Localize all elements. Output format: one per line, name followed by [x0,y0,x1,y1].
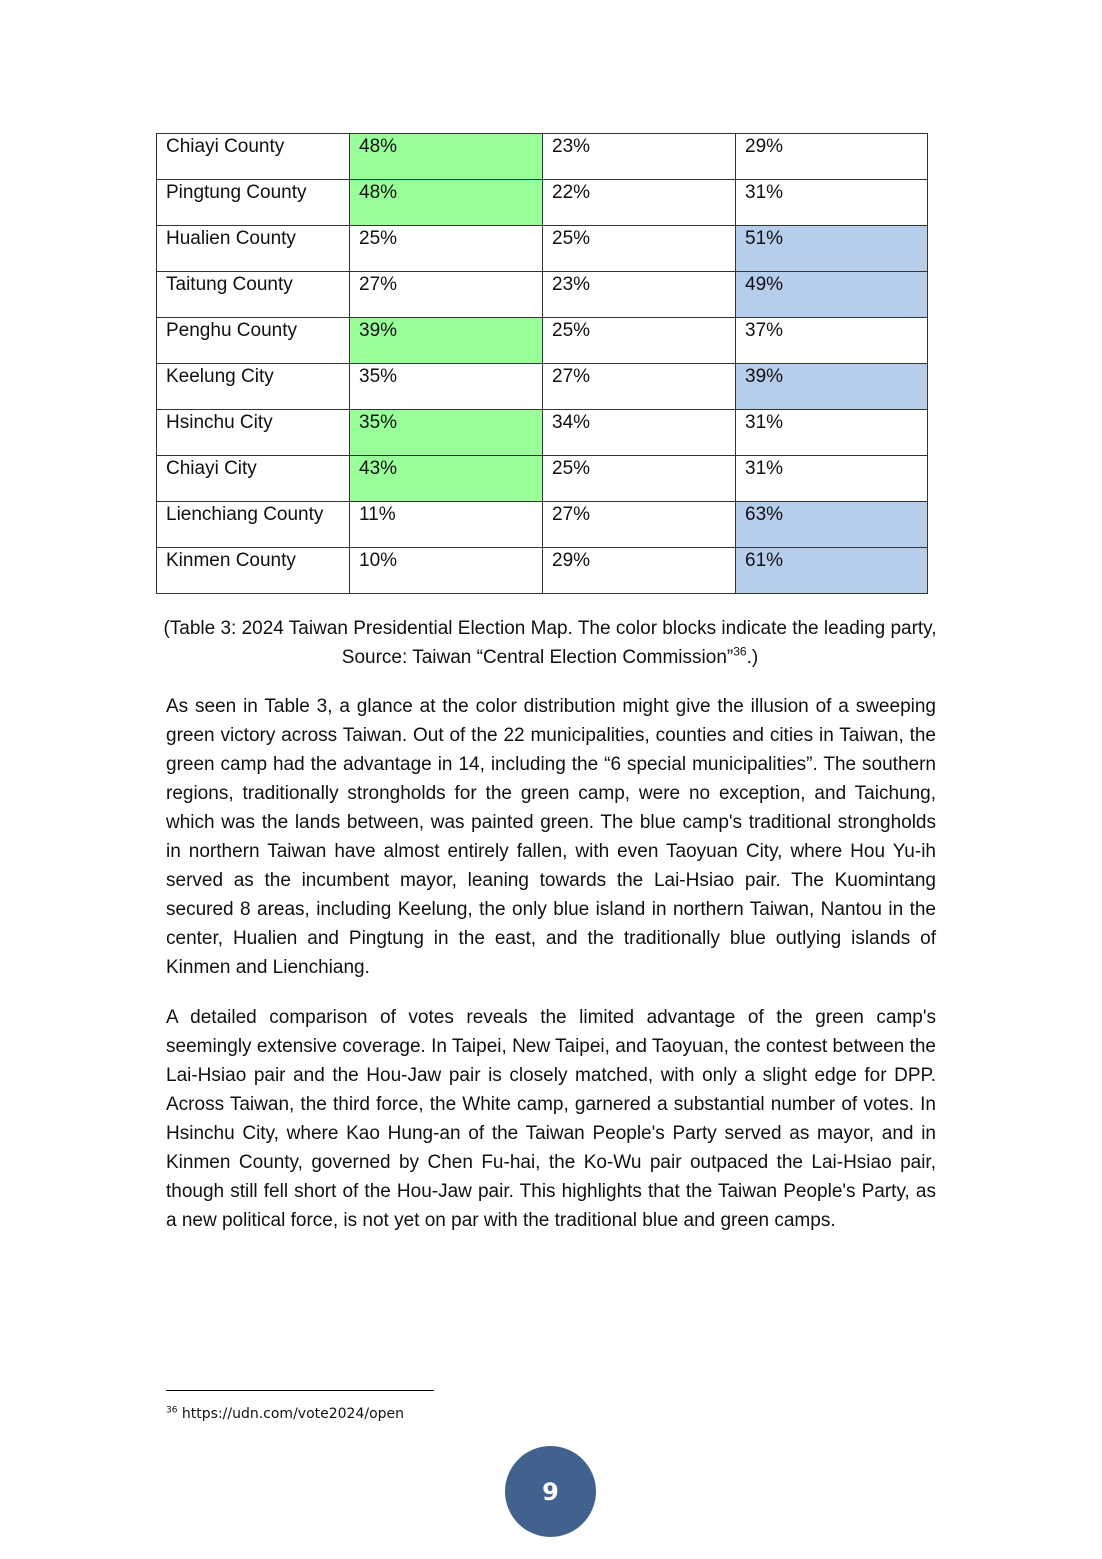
region-name-cell: Keelung City [157,364,350,410]
vote-share-cell-1: 10% [350,548,543,594]
table-row [157,226,928,272]
vote-share-cell-2: 23% [543,272,736,318]
caption-text: (Table 3: 2024 Taiwan Presidential Election Map. The color blocks indicate the leading party, Source: Taiwan “Central Election Commission” [163,618,937,668]
region-name-cell: Lienchiang County [157,502,350,548]
region-name-cell: Chiayi County [157,134,350,180]
election-results-table [156,133,928,594]
vote-share-cell-2: 27% [543,502,736,548]
vote-share-cell-2: 25% [543,318,736,364]
footnote-number: 36 [166,1405,178,1416]
vote-share-cell-2: 25% [543,456,736,502]
vote-share-cell-1: 11% [350,502,543,548]
vote-share-cell-1: 39% [350,318,543,364]
vote-share-cell-1: 48% [350,134,543,180]
table-row [157,272,928,318]
vote-share-cell-2: 25% [543,226,736,272]
vote-share-cell-2: 22% [543,180,736,226]
region-name-cell: Hualien County [157,226,350,272]
vote-share-cell-3: 37% [736,318,928,364]
footnote [166,1404,404,1424]
table-row [157,134,928,180]
vote-share-cell-3: 49% [736,272,928,318]
vote-share-cell-3: 29% [736,134,928,180]
table-row [157,502,928,548]
page-number: 9 [542,1477,559,1506]
vote-share-cell-3: 39% [736,364,928,410]
footnote-divider [166,1390,434,1391]
table-row [157,548,928,594]
vote-share-cell-3: 31% [736,410,928,456]
vote-share-cell-1: 25% [350,226,543,272]
region-name-cell: Pingtung County [157,180,350,226]
region-name-cell: Hsinchu City [157,410,350,456]
vote-share-cell-2: 34% [543,410,736,456]
footnote-link[interactable]: https://udn.com/vote2024/open [181,1406,405,1422]
table-row [157,180,928,226]
region-name-cell: Taitung County [157,272,350,318]
region-name-cell: Penghu County [157,318,350,364]
vote-share-cell-1: 35% [350,364,543,410]
page-number-badge [505,1446,596,1537]
body-paragraph-2: A detailed comparison of votes reveals the limited advantage of the green camp's seemingly extensive coverage. In Taipei, New Taipei, and Taoyuan, the contest between the Lai-Hsiao pair and the Hou-Jaw pair is closely matched, with only a slight edge for DPP. Across Taiwan, the third force, the White camp, garnered a substantial number of votes. In Hsinchu City, where Kao Hung-an of the Taiwan People's Party served as mayor, and in Kinmen County, governed by Chen Fu-hai, the Ko-Wu pair outpaced the Lai-Hsiao pair, though still fell short of the Hou-Jaw pair. This highlights that the Taiwan People's Party, as a new political force, is not yet on par with the traditional blue and green camps. [166,1007,936,1231]
vote-share-cell-2: 29% [543,548,736,594]
vote-share-cell-3: 31% [736,180,928,226]
vote-share-cell-1: 35% [350,410,543,456]
table-row [157,364,928,410]
caption-footnote-ref[interactable]: 36 [733,644,747,659]
region-name-cell: Chiayi City [157,456,350,502]
vote-share-cell-1: 48% [350,180,543,226]
vote-share-cell-3: 31% [736,456,928,502]
vote-share-cell-2: 27% [543,364,736,410]
vote-share-cell-3: 61% [736,548,928,594]
body-paragraph-1: As seen in Table 3, a glance at the color distribution might give the illusion of a sweeping green victory across Taiwan. Out of the 22 municipalities, counties and cities in Taiwan, the green camp had the advantage in 14, including the “6 special municipalities”. The southern regions, traditionally strongholds for the green camp, were no exception, and Taichung, which was the lands between, was painted green. The blue camp's traditional strongholds in northern Taiwan have almost entirely fallen, with even Taoyuan City, where Hou Yu-ih served as the incumbent mayor, leaning towards the Lai-Hsiao pair. The Kuomintang secured 8 areas, including Keelung, the only blue island in northern Taiwan, Nantou in the center, Hualien and Pingtung in the east, and the traditionally blue outlying islands of Kinmen and Lienchiang. [166,696,936,978]
vote-share-cell-3: 51% [736,226,928,272]
vote-share-cell-1: 43% [350,456,543,502]
vote-share-cell-2: 23% [543,134,736,180]
table-caption [160,614,940,672]
table-row [157,410,928,456]
vote-share-cell-1: 27% [350,272,543,318]
region-name-cell: Kinmen County [157,548,350,594]
table-row [157,456,928,502]
vote-share-cell-3: 63% [736,502,928,548]
table-row [157,318,928,364]
caption-tail: .) [746,647,759,668]
